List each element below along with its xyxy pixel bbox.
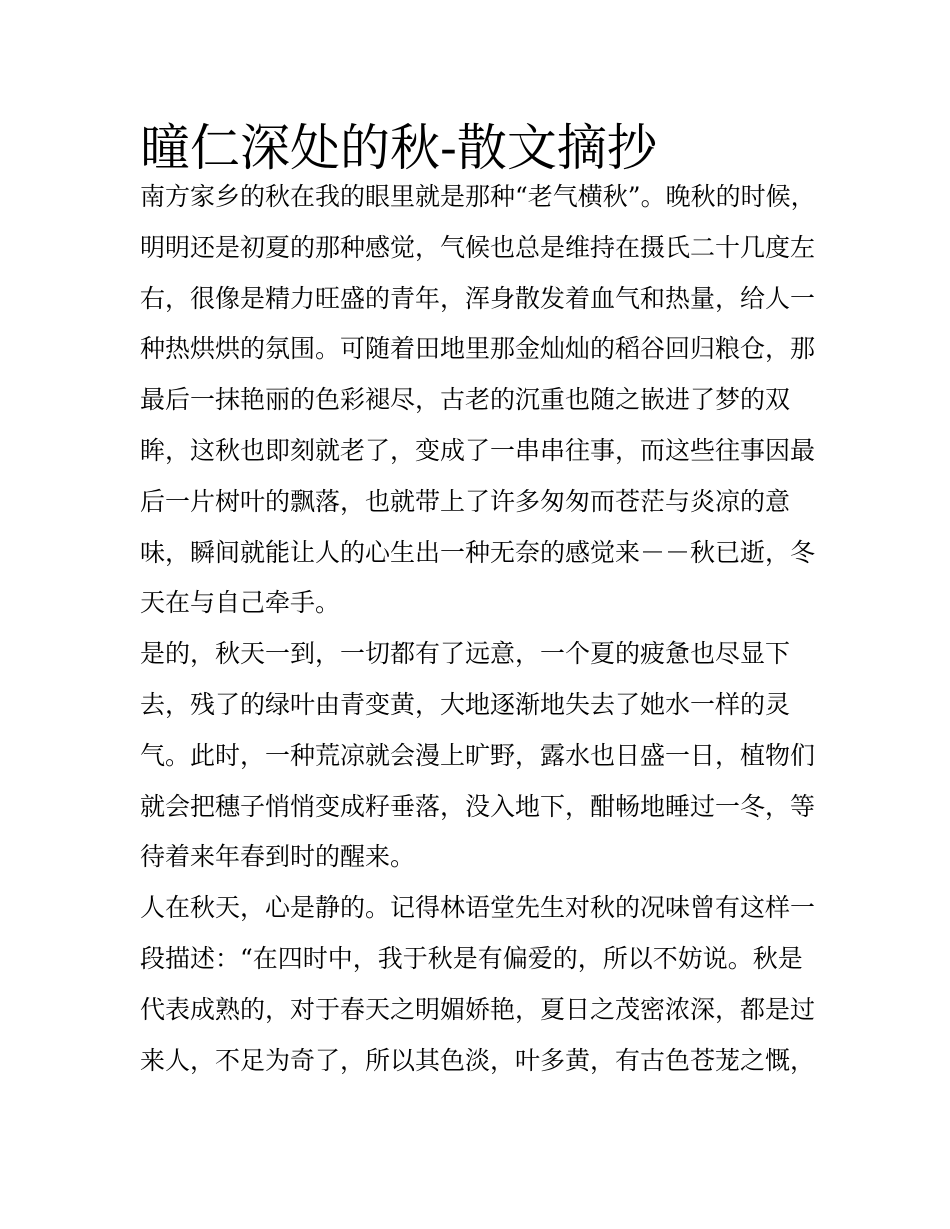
text-line: 代表成熟的，对于春天之明媚娇艳，夏日之茂密浓深，都是过	[140, 994, 816, 1024]
document-body	[140, 172, 820, 1086]
text-line: 天在与自己牵手。	[140, 588, 341, 618]
text-line: 最后一抹艳丽的色彩褪尽，古老的沉重也随之嵌进了梦的双	[140, 385, 791, 415]
page-title: 曈仁深处的秋-散文摘抄	[140, 119, 657, 177]
text-line: 段描述：“在四时中，我于秋是有偏爱的，所以不妨说。秋是	[140, 943, 803, 973]
text-line: 眸，这秋也即刻就老了，变成了一串串往事，而这些往事因最	[140, 435, 816, 465]
text-line: 气。此时，一种荒凉就会漫上旷野，露水也日盛一日，植物们	[140, 740, 816, 770]
text-line: 南方家乡的秋在我的眼里就是那种“老气横秋”。晚秋的时候，	[140, 182, 816, 211]
text-line: 人在秋天，心是静的。记得林语堂先生对秋的况味曾有这样一	[140, 893, 816, 923]
text-line: 味，瞬间就能让人的心生出一种无奈的感觉来－－秋已逝，冬	[140, 537, 816, 567]
text-line: 是的，秋天一到，一切都有了远意，一个夏的疲惫也尽显下	[140, 639, 791, 669]
text-line: 种热烘烘的氛围。可随着田地里那金灿灿的稻谷回归粮仓，那	[140, 334, 816, 364]
text-line: 待着来年春到时的醒来。	[140, 842, 416, 872]
text-line: 明明还是初夏的那种感觉，气候也总是维持在摄氏二十几度左	[140, 232, 816, 262]
text-line: 来人，不足为奇了，所以其色淡，叶多黄，有古色苍茏之慨，	[140, 1045, 816, 1075]
text-line: 去，残了的绿叶由青变黄，大地逐渐地失去了她水一样的灵	[140, 689, 791, 719]
text-line: 后一片树叶的飘落，也就带上了许多匆匆而苍茫与炎凉的意	[140, 486, 791, 516]
text-line: 右，很像是精力旺盛的青年，浑身散发着血气和热量，给人一	[140, 283, 816, 313]
text-line: 就会把穗子悄悄变成籽垂落，没入地下，酣畅地睡过一冬，等	[140, 791, 816, 821]
